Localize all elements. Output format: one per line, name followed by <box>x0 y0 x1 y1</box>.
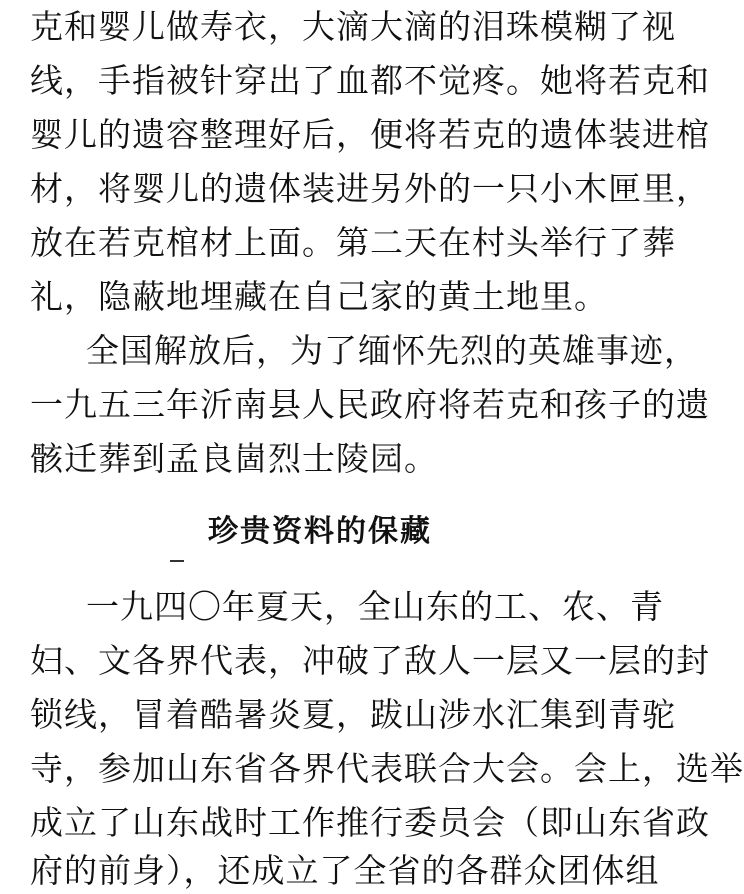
print-smudge <box>170 560 184 562</box>
paragraph-3-line-4: 寺，参加山东省各界代表联合大会。会上，选举 <box>30 749 744 788</box>
paragraph-1-line-4: 材，将婴儿的遗体装进另外的一只小木匣里， <box>30 169 710 208</box>
paragraph-1-line-1: 克和婴儿做寿衣，大滴大滴的泪珠模糊了视 <box>30 7 676 46</box>
paragraph-3-line-3: 锁线，冒着酷暑炎夏，跋山涉水汇集到青驼 <box>30 695 676 734</box>
paragraph-3-line-5: 成立了山东战时工作推行委员会（即山东省政 <box>30 803 710 842</box>
section-heading: 珍贵资料的保藏 <box>208 514 432 549</box>
paragraph-2-line-2: 一九五三年沂南县人民政府将若克和孩子的遗 <box>30 385 710 424</box>
paragraph-3-line-6: 府的前身），还成立了全省的各群众团体组 <box>30 851 660 890</box>
paragraph-2-line-1: 全国解放后，为了缅怀先烈的英雄事迹， <box>86 331 698 370</box>
paragraph-1-line-5: 放在若克棺材上面。第二天在村头举行了葬 <box>30 223 676 262</box>
paragraph-3-line-2: 妇、文各界代表，冲破了敌人一层又一层的封 <box>30 641 710 680</box>
paragraph-3-line-1: 一九四〇年夏天，全山东的工、农、青 <box>86 587 664 626</box>
paragraph-2-line-3: 骸迁葬到孟良崮烈士陵园。 <box>30 439 438 478</box>
paragraph-1-line-6: 礼，隐蔽地埋藏在自己家的黄土地里。 <box>30 277 608 316</box>
paragraph-1-line-3: 婴儿的遗容整理好后，便将若克的遗体装进棺 <box>30 115 710 154</box>
paragraph-1-line-2: 线，手指被针穿出了血都不觉疼。她将若克和 <box>30 61 710 100</box>
